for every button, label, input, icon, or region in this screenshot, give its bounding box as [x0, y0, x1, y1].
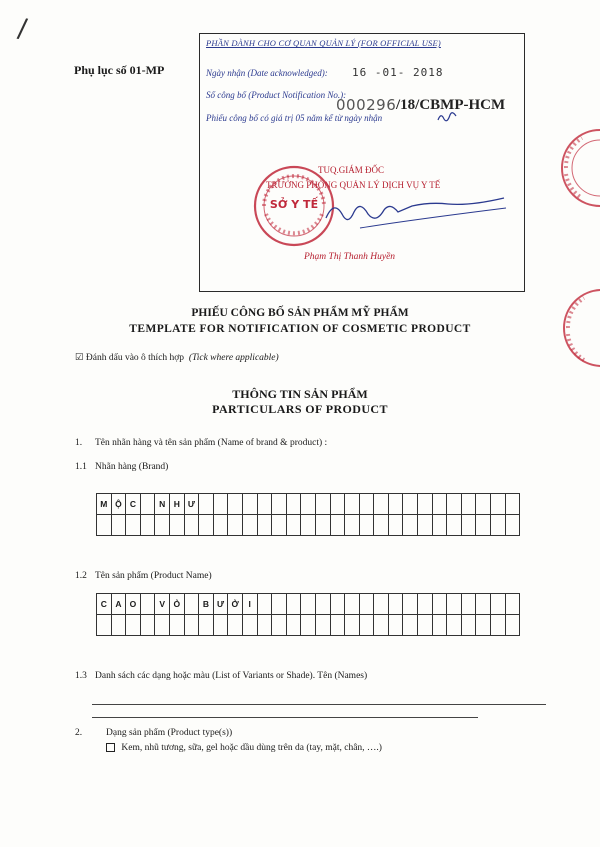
- q2-label: Dạng sản phẩm (Product type(s)): [106, 728, 233, 738]
- official-use-heading: PHẦN DÀNH CHO CƠ QUAN QUẢN LÝ (FOR OFFICIAL USE): [206, 38, 441, 48]
- grid-cell[interactable]: A: [111, 594, 126, 615]
- grid-cell[interactable]: [301, 615, 316, 636]
- grid-cell[interactable]: [359, 494, 374, 515]
- grid-cell[interactable]: [184, 594, 199, 615]
- grid-cell[interactable]: [403, 594, 418, 615]
- q2-number: 2.: [75, 728, 83, 738]
- variants-line-1[interactable]: [92, 704, 546, 705]
- grid-cell[interactable]: C: [97, 594, 112, 615]
- grid-cell[interactable]: [505, 515, 520, 536]
- grid-cell[interactable]: [345, 515, 360, 536]
- grid-cell[interactable]: [155, 615, 170, 636]
- grid-cell[interactable]: [330, 494, 345, 515]
- product-name-grid[interactable]: [96, 593, 520, 636]
- grid-cell[interactable]: [461, 515, 476, 536]
- grid-cell[interactable]: [345, 615, 360, 636]
- q1-2-number: 1.2: [75, 571, 87, 581]
- signer-name: Phạm Thị Thanh Huyền: [304, 252, 396, 262]
- signature-icon: [320, 184, 510, 244]
- grid-cell[interactable]: H: [169, 494, 184, 515]
- grid-cell[interactable]: [301, 594, 316, 615]
- grid-cell[interactable]: [286, 594, 301, 615]
- grid-cell[interactable]: [242, 515, 257, 536]
- q1-number: 1.: [75, 438, 83, 448]
- grid-cell[interactable]: [374, 494, 389, 515]
- grid-cell[interactable]: [418, 615, 433, 636]
- grid-cell[interactable]: C: [126, 494, 141, 515]
- grid-cell[interactable]: [403, 615, 418, 636]
- grid-cell[interactable]: [199, 615, 214, 636]
- official-use-box: [199, 33, 525, 292]
- grid-cell[interactable]: [476, 615, 491, 636]
- grid-cell[interactable]: [447, 494, 462, 515]
- grid-cell[interactable]: [330, 515, 345, 536]
- grid-cell[interactable]: [432, 494, 447, 515]
- form-title-vn: PHIẾU CÔNG BỐ SẢN PHẨM MỸ PHẨM: [191, 307, 409, 319]
- grid-cell[interactable]: [374, 594, 389, 615]
- grid-cell[interactable]: [359, 594, 374, 615]
- grid-cell[interactable]: [213, 494, 228, 515]
- grid-cell[interactable]: [505, 594, 520, 615]
- grid-cell[interactable]: [199, 494, 214, 515]
- grid-cell[interactable]: [184, 515, 199, 536]
- grid-cell[interactable]: I: [242, 594, 257, 615]
- grid-cell[interactable]: [169, 515, 184, 536]
- grid-cell[interactable]: [491, 594, 506, 615]
- grid-cell[interactable]: [359, 515, 374, 536]
- grid-cell[interactable]: [111, 515, 126, 536]
- grid-cell[interactable]: [272, 515, 287, 536]
- grid-cell[interactable]: [388, 515, 403, 536]
- grid-cell[interactable]: [272, 615, 287, 636]
- side-seal-icon: [552, 118, 600, 218]
- grid-cell[interactable]: [111, 615, 126, 636]
- tick-instruction: [75, 352, 279, 363]
- q1-1-label: Nhãn hàng (Brand): [95, 462, 169, 472]
- q1-2-label: Tên sản phẩm (Product Name): [95, 571, 212, 581]
- grid-cell[interactable]: [169, 615, 184, 636]
- grid-cell[interactable]: N: [155, 494, 170, 515]
- grid-cell[interactable]: [345, 594, 360, 615]
- grid-cell[interactable]: O: [126, 594, 141, 615]
- date-acknowledged-value: 16 -01- 2018: [352, 66, 444, 79]
- grid-cell[interactable]: [403, 494, 418, 515]
- grid-cell[interactable]: [330, 594, 345, 615]
- grid-cell[interactable]: [257, 594, 272, 615]
- variants-line-2[interactable]: [92, 717, 478, 718]
- grid-cell[interactable]: [461, 494, 476, 515]
- notification-number-label: Số công bố (Product Notification No.):: [206, 90, 347, 100]
- grid-cell[interactable]: [315, 515, 330, 536]
- grid-cell[interactable]: [315, 615, 330, 636]
- brand-name-grid[interactable]: [96, 493, 520, 536]
- grid-cell[interactable]: [418, 594, 433, 615]
- grid-cell[interactable]: [315, 594, 330, 615]
- grid-cell[interactable]: [257, 615, 272, 636]
- grid-cell[interactable]: [140, 615, 155, 636]
- grid-cell[interactable]: [388, 594, 403, 615]
- grid-cell[interactable]: [286, 494, 301, 515]
- grid-cell[interactable]: [345, 494, 360, 515]
- grid-cell[interactable]: [447, 594, 462, 615]
- grid-cell[interactable]: Ư: [184, 494, 199, 515]
- grid-cell[interactable]: [97, 515, 112, 536]
- notification-number-stamp: 000296: [336, 96, 397, 114]
- grid-cell[interactable]: [432, 615, 447, 636]
- grid-cell[interactable]: [272, 594, 287, 615]
- grid-cell[interactable]: [286, 615, 301, 636]
- grid-cell[interactable]: [418, 494, 433, 515]
- grid-cell[interactable]: [213, 515, 228, 536]
- grid-cell[interactable]: [330, 615, 345, 636]
- grid-cell[interactable]: [403, 515, 418, 536]
- form-title-en: TEMPLATE FOR NOTIFICATION OF COSMETIC PRODUCT: [129, 323, 471, 335]
- grid-cell[interactable]: [476, 494, 491, 515]
- grid-cell[interactable]: M: [97, 494, 112, 515]
- grid-cell[interactable]: [126, 615, 141, 636]
- grid-cell[interactable]: [242, 494, 257, 515]
- q2-option: [106, 743, 382, 753]
- grid-cell[interactable]: Ộ: [111, 494, 126, 515]
- grid-cell[interactable]: [199, 515, 214, 536]
- grid-cell[interactable]: [213, 615, 228, 636]
- date-acknowledged-label: Ngày nhận (Date acknowledged):: [206, 68, 328, 78]
- grid-cell[interactable]: Ỏ: [169, 594, 184, 615]
- corner-pen-mark: /: [15, 13, 29, 45]
- grid-cell[interactable]: [491, 515, 506, 536]
- grid-cell[interactable]: [374, 515, 389, 536]
- grid-cell[interactable]: [140, 494, 155, 515]
- grid-cell[interactable]: [388, 615, 403, 636]
- grid-cell[interactable]: B: [199, 594, 214, 615]
- grid-cell[interactable]: [97, 615, 112, 636]
- appendix-label: Phụ lục số 01-MP: [74, 63, 165, 77]
- validity-note: Phiếu công bố có giá trị 05 năm kể từ ngày nhận: [206, 113, 383, 123]
- grid-cell[interactable]: [140, 515, 155, 536]
- q1-label: Tên nhãn hàng và tên sản phẩm (Name of brand & product) :: [95, 438, 328, 448]
- grid-cell[interactable]: [491, 615, 506, 636]
- grid-cell[interactable]: [476, 594, 491, 615]
- grid-cell[interactable]: [432, 594, 447, 615]
- grid-cell[interactable]: Ư: [213, 594, 228, 615]
- grid-cell[interactable]: [228, 615, 243, 636]
- grid-cell[interactable]: Ở: [228, 594, 243, 615]
- q2-option-label: Kem, nhũ tương, sữa, gel hoặc dầu dùng trên da (tay, mặt, chân, ….): [121, 743, 382, 753]
- grid-cell[interactable]: [388, 494, 403, 515]
- grid-cell[interactable]: [447, 515, 462, 536]
- deputy-director-title: TUQ.GIÁM ĐỐC: [318, 165, 384, 175]
- tick-instruction-en: (Tick where applicable): [188, 353, 279, 363]
- grid-cell[interactable]: [505, 615, 520, 636]
- grid-cell[interactable]: [301, 494, 316, 515]
- tick-instruction-vn: Đánh dấu vào ô thích hợp: [85, 353, 185, 363]
- department-title: TRƯỞNG PHÒNG QUẢN LÝ DỊCH VỤ Y TẾ: [266, 180, 441, 190]
- product-type-checkbox[interactable]: [106, 743, 115, 752]
- grid-cell[interactable]: V: [155, 594, 170, 615]
- grid-cell[interactable]: [272, 494, 287, 515]
- checked-box-icon: ☑: [75, 353, 84, 363]
- grid-cell[interactable]: [228, 515, 243, 536]
- section-title-en: PARTICULARS OF PRODUCT: [212, 402, 388, 416]
- grid-cell[interactable]: [286, 515, 301, 536]
- grid-cell[interactable]: [505, 494, 520, 515]
- q1-3-label: Danh sách các dạng hoặc màu (List of Variants or Shade). Tên (Names): [95, 671, 368, 681]
- grid-cell[interactable]: [461, 615, 476, 636]
- notification-number-suffix: /18/CBMP-HCM: [396, 97, 506, 113]
- grid-cell[interactable]: [257, 515, 272, 536]
- grid-cell[interactable]: [461, 594, 476, 615]
- grid-cell[interactable]: [374, 615, 389, 636]
- q1-3-number: 1.3: [75, 671, 87, 681]
- grid-cell[interactable]: [126, 515, 141, 536]
- grid-cell[interactable]: [476, 515, 491, 536]
- initial-scribble-icon: [436, 110, 458, 124]
- grid-cell[interactable]: [315, 494, 330, 515]
- grid-cell[interactable]: [257, 494, 272, 515]
- grid-cell[interactable]: [491, 494, 506, 515]
- svg-text:SỞ Y TẾ: SỞ Y TẾ: [269, 198, 319, 211]
- grid-cell[interactable]: [447, 615, 462, 636]
- q1-1-number: 1.1: [75, 462, 87, 472]
- grid-cell[interactable]: [301, 515, 316, 536]
- grid-cell[interactable]: [155, 515, 170, 536]
- grid-cell[interactable]: [242, 615, 257, 636]
- grid-cell[interactable]: [418, 515, 433, 536]
- grid-cell[interactable]: [140, 594, 155, 615]
- section-title-vn: THÔNG TIN SẢN PHẨM: [232, 387, 368, 401]
- grid-cell[interactable]: [432, 515, 447, 536]
- grid-cell[interactable]: [359, 615, 374, 636]
- grid-cell[interactable]: [184, 615, 199, 636]
- grid-cell[interactable]: [228, 494, 243, 515]
